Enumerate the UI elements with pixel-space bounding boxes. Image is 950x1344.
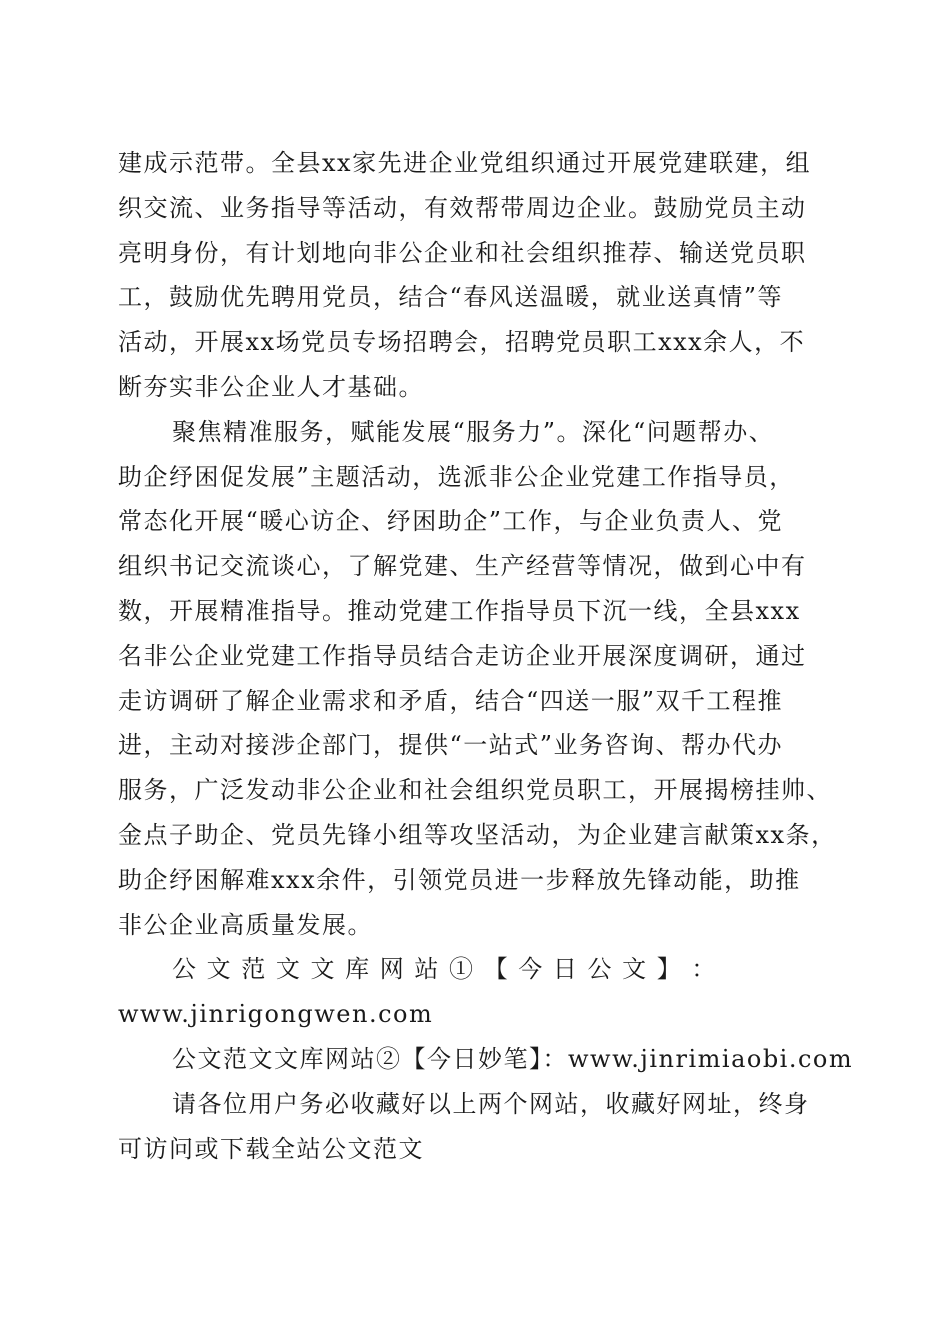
paragraph-party-building — [118, 141, 854, 1171]
text-line: 聚焦精准服务，赋能发展“服务力”。深化“问题帮办、 — [172, 417, 775, 446]
text-line: 走访调研了解企业需求和矛盾，结合“四送一服”双千工程推 — [118, 686, 784, 715]
text-line: 数，开展精准指导。推动党建工作指导员下沉一线，全县xxx — [118, 596, 801, 625]
text-line: 活动，开展xx场党员专场招聘会，招聘党员职工xxx余人，不 — [118, 328, 806, 357]
text-line: 建成示范带。全县xx家先进企业党组织通过开展党建联建，组 — [118, 149, 812, 177]
notice-line: 可访问或下载全站公文范文 — [118, 1134, 424, 1163]
text-line: 服务，广泛发动非公企业和社会组织党员职工，开展揭榜挂帅、 — [118, 776, 832, 805]
text-line: 工，鼓励优先聘用党员，结合“春风送温暖，就业送真情”等 — [118, 283, 784, 312]
text-line: 非公企业高质量发展。 — [118, 910, 373, 939]
text-line: 助企纾困解难xxx余件，引领党员进一步释放先锋动能，助推 — [118, 865, 801, 894]
notice-line: 请各位用户务必收藏好以上两个网站，收藏好网址，终身 — [172, 1089, 810, 1118]
text-line: 金点子助企、党员先锋小组等攻坚活动，为企业建言献策xx条， — [118, 820, 837, 849]
text-line: 组织书记交流谈心，了解党建、生产经营等情况，做到心中有 — [118, 552, 807, 581]
site-one-url: www.jinrigongwen.com — [118, 1000, 434, 1029]
site-one-label: 公 文 范 文 文 库 网 站 ① 【 今 日 公 文 】 ： — [172, 955, 717, 984]
text-line: 断夯实非公企业人才基础。 — [118, 372, 424, 401]
text-line: 织交流、业务指导等活动，有效帮带周边企业。鼓励党员主动 — [118, 193, 807, 222]
text-line: 常态化开展“暖心访企、纾困助企”工作，与企业负责人、党 — [118, 507, 784, 536]
text-line: 亮明身份，有计划地向非公企业和社会组织推荐、输送党员职 — [118, 238, 807, 267]
text-line: 助企纾困促发展”主题活动，选派非公企业党建工作指导员， — [118, 462, 795, 491]
text-line: 名非公企业党建工作指导员结合走访企业开展深度调研，通过 — [118, 641, 807, 670]
site-two-line: 公文范文文库网站②【今日妙笔】：www.jinrimiaobi.com — [172, 1044, 854, 1073]
text-line: 进，主动对接涉企部门，提供“一站式”业务咨询、帮办代办 — [118, 731, 784, 760]
